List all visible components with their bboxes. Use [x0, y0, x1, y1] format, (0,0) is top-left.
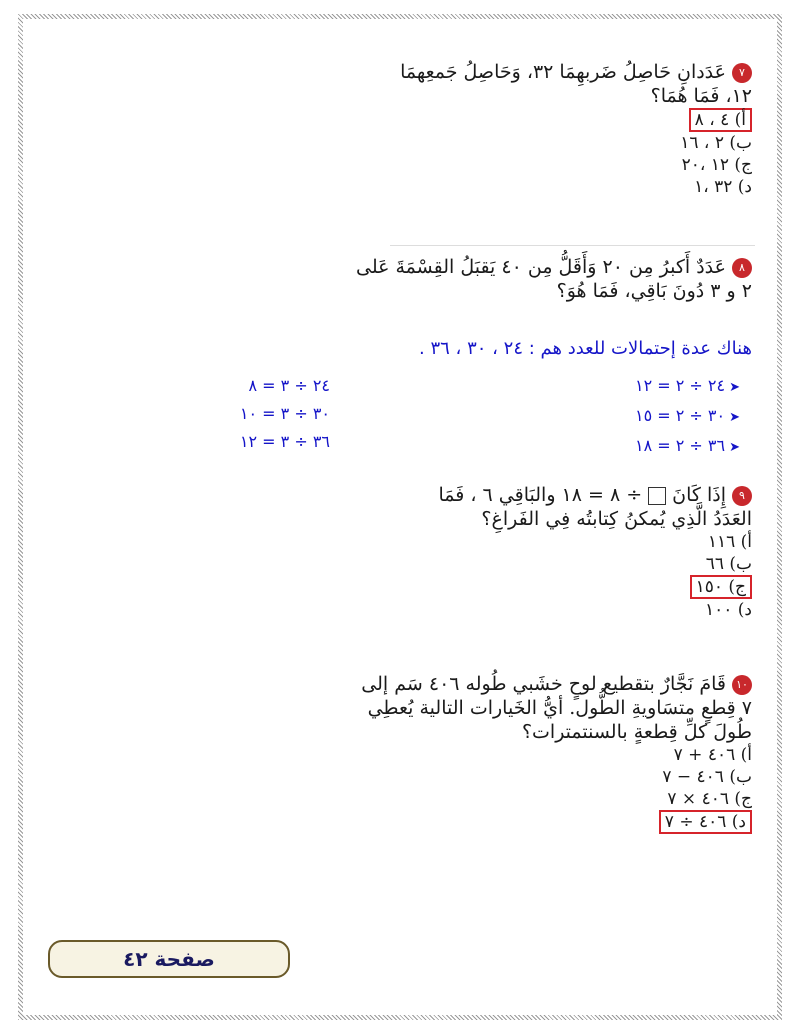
calc-row: ٣٦ ÷ ٣ = ١٢ [239, 432, 330, 451]
question-9-stem: ٩إِذَا كَانَ÷ ٨ = ١٨ والبَاقِي ٦ ، فَمَا [352, 483, 752, 507]
option-d: د) ٣٢ ،١ [694, 177, 752, 197]
calc-row: ٣٠ ÷ ٣ = ١٠ [239, 404, 330, 423]
question-text: العَدَدُ الَّذِي يُمكنُ كِتابتُه فِي الفَراغِ؟ [481, 508, 752, 530]
question-number-badge: ٨ [732, 258, 752, 278]
question-10 [352, 672, 752, 834]
option-d [352, 810, 752, 834]
option-a [372, 108, 752, 132]
blank-box [648, 487, 666, 505]
calc-row: ➤٢٤ ÷ ٢ = ١٢ [634, 376, 740, 395]
option-d: د) ١٠٠ [704, 600, 752, 620]
question-text: قَامَ نَجَّارٌ بتقطيع لوحٍ خشَبي طُوله ٤٠٦ سَم إلى ٧ قِطعٍ متسَاويةِ الطُّول. أيُّ الخَيارات التالية يُعطِي طُولَ كلِّ قِطعةٍ بالسنتمترات؟ [361, 673, 752, 743]
option-b: ب) ٢ ، ١٦ [680, 133, 752, 153]
option-b: ب) ٦٦ [705, 554, 752, 574]
option-b: ب) ٤٠٦ − ٧ [662, 767, 752, 787]
separator [390, 245, 755, 246]
question-number-badge: ٩ [732, 486, 752, 506]
arrow-bullet-icon: ➤ [729, 410, 740, 425]
question-text: عَدَدٌ أَكبرُ مِن ٢٠ وَأَقَلُّ مِن ٤٠ يَقبَلُ القِسْمَةَ عَلى ٢ و ٣ دُونَ بَاقِي، فَمَا هُوَ؟ [355, 256, 752, 302]
option-a: أ) ٤٠٦ + ٧ [673, 745, 752, 765]
question-7-stem [372, 60, 752, 108]
question-number-badge: ٧ [732, 63, 752, 83]
option-a: أ) ١١٦ [707, 532, 752, 552]
division-by-2-column [520, 372, 740, 462]
division-by-3-column [150, 372, 330, 456]
option-c [352, 575, 752, 599]
answer-highlight-box: د) ٤٠٦ ÷ ٧ [659, 810, 752, 834]
question-number-badge: ١٠ [732, 675, 752, 695]
calc-row: ➤٣٦ ÷ ٢ = ١٨ [634, 436, 740, 455]
option-c: ج) ١٢ ،٢٠ [681, 155, 752, 175]
answer-highlight-box: أ) ٤ ، ٨ [689, 108, 752, 132]
arrow-bullet-icon: ➤ [729, 440, 740, 455]
question-8 [352, 255, 752, 303]
calc-row: ٢٤ ÷ ٣ = ٨ [248, 376, 330, 395]
question-9 [352, 483, 752, 621]
calc-row: ➤٣٠ ÷ ٢ = ١٥ [634, 406, 740, 425]
solution-intro: هناك عدة إحتمالات للعدد هم : ٢٤ ، ٣٠ ، ٣٦ . [419, 338, 752, 359]
answer-highlight-box: ج) ١٥٠ [690, 575, 752, 599]
option-c: ج) ٤٠٦ × ٧ [667, 789, 752, 809]
page-number-badge: صفحة ٤٢ [48, 940, 290, 978]
question-10-stem [352, 672, 752, 744]
question-text: عَدَدانِ حَاصِلُ ضَربهِمَا ٣٢، وَحَاصِلُ جَمعِهمَا ١٢، فَمَا هُمَا؟ [400, 61, 752, 107]
arrow-bullet-icon: ➤ [729, 380, 740, 395]
question-7 [372, 60, 752, 198]
